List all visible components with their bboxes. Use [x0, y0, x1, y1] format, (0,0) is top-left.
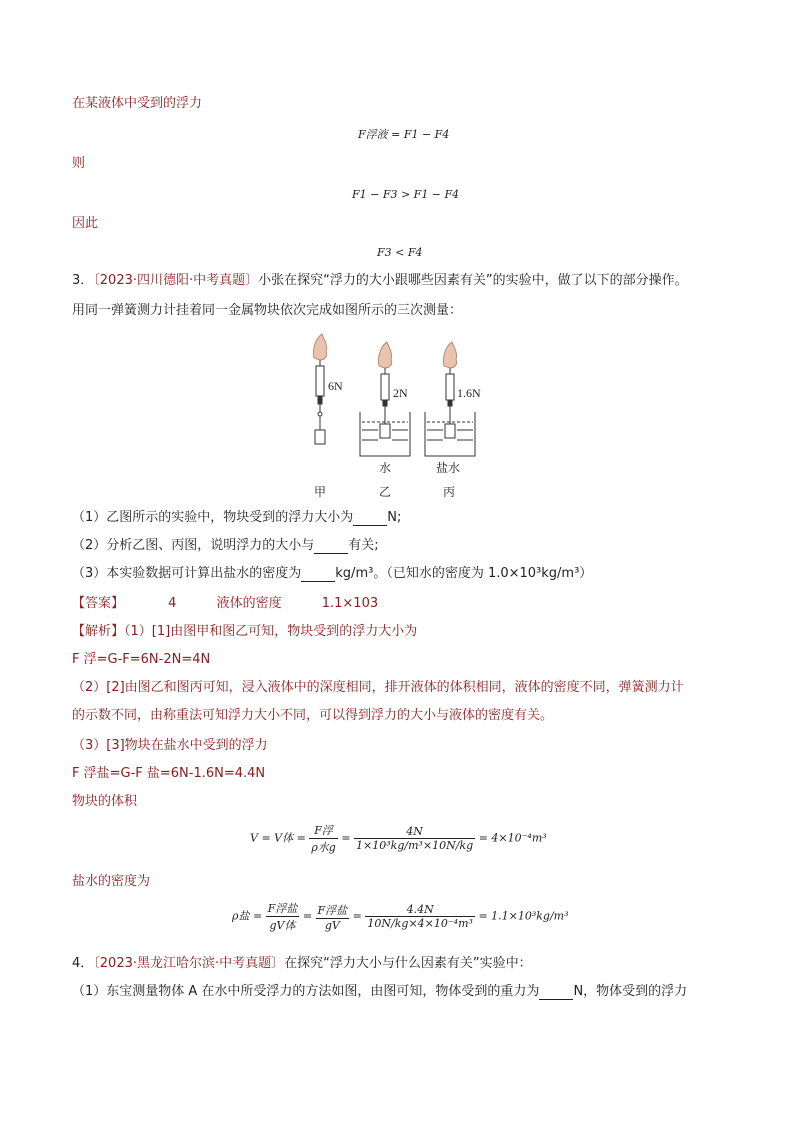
answer-value: 液体的密度: [216, 596, 282, 611]
reading-label: 1.6N: [457, 386, 481, 400]
sub-question-1: [72, 510, 401, 526]
question-source: 〔2023·四川德阳·中考真题〕: [93, 273, 259, 288]
question-text: kg/m³。（已知水的密度为 1.0×10³kg/m³）: [335, 566, 593, 581]
answer-label: 【答案】: [72, 596, 125, 611]
hand-icon: [313, 334, 456, 368]
question-3-stem: [72, 273, 688, 289]
fraction: [354, 825, 475, 852]
numerator: 4.4N: [365, 903, 475, 917]
question-text: N;: [387, 510, 402, 525]
sub-question-1: [72, 984, 687, 1000]
volume-equation: V = V体 = $\frac{\text{F浮}}{\text{ρ水g}}$ = $\frac{4N}{\text{1×10³kg/m³×10N/kg}}$ = 4×10⁻⁴m³: [250, 824, 547, 854]
analysis-text: （2）[2]由图乙和图丙可知，浸入液体中的深度相同，排开液体的体积相同，液体的密度不同，弹簧测力计: [72, 680, 684, 695]
question-text: （2）分析乙图、丙图，说明浮力的大小与: [72, 538, 315, 553]
fraction: [316, 902, 350, 932]
text-line: 因此: [72, 216, 99, 231]
question-text: （1）乙图所示的实验中，物块受到的浮力大小为: [72, 510, 354, 525]
fraction: [266, 900, 300, 933]
denominator: ρ水g: [311, 841, 336, 854]
question-4-stem: [72, 956, 532, 972]
question-number: 3．: [72, 273, 94, 288]
numerator: F浮盐: [267, 902, 298, 915]
equation: F1 − F3 > F1 − F4: [352, 188, 460, 201]
fraction: [309, 822, 338, 855]
answer-blank[interactable]: [353, 513, 387, 526]
fraction: [365, 903, 475, 930]
answer-line: [72, 596, 378, 612]
liquid-label: 水: [379, 461, 392, 475]
question-text: 在探究“浮力大小与什么因素有关”实验中：: [284, 956, 532, 971]
equation-part: = 4×10⁻⁴m³: [478, 831, 547, 845]
analysis-text: 盐水的密度为: [72, 874, 151, 889]
numerator: 4N: [354, 825, 475, 839]
experiment-figure: [290, 330, 500, 505]
denominator: gV体: [269, 919, 296, 932]
equation-part: ρ盐 =: [232, 909, 263, 923]
question-number: 4．: [72, 956, 94, 971]
answer-value: 1.1×103: [321, 596, 379, 611]
figure-caption: 丙: [443, 485, 456, 499]
numerator: F浮: [309, 822, 338, 839]
figure-caption: 甲: [314, 485, 327, 499]
question-text: 小张在探究“浮力的大小跟哪些因素有关”的实验中，做了以下的部分操作。: [258, 273, 688, 288]
question-text: （3）本实验数据可计算出盐水的密度为: [72, 566, 302, 581]
denominator: gV: [324, 918, 340, 932]
answer-blank[interactable]: [301, 569, 335, 582]
sub-question-3: [72, 566, 592, 582]
question-text: N，物体受到的浮力: [573, 984, 688, 999]
text-line: 在某液体中受到的浮力: [72, 96, 203, 111]
analysis-equation: F 浮=G-F=6N-2N=4N: [72, 652, 211, 667]
analysis-label: 【解析】: [72, 624, 125, 639]
analysis-line: [72, 624, 417, 640]
analysis-text: （1）[1]由图甲和图乙可知，物块受到的浮力大小为: [124, 624, 418, 639]
question-text: 用同一弹簧测力计挂着同一金属物块依次完成如图所示的三次测量：: [72, 303, 463, 318]
answer-blank[interactable]: [314, 541, 348, 554]
question-source: 〔2023·黑龙江哈尔滨·中考真题〕: [93, 956, 285, 971]
analysis-text: 物块的体积: [72, 794, 138, 809]
numerator: F浮盐: [317, 903, 348, 917]
denominator: 10N/kg×4×10⁻⁴m³: [367, 917, 473, 930]
text-line: 则: [72, 156, 86, 171]
analysis-text: （3）[3]物块在盐水中受到的浮力: [72, 738, 268, 753]
density-equation: ρ盐 = $\frac{\text{F浮盐}}{\text{gV体}}$ = $\frac{\text{F浮盐}}{gV}$ = $\frac{4.4N}{\text{10N/kg×4×10⁻⁴m³}}$ = 1.1×10³kg/m³: [232, 902, 569, 932]
answer-value: 4: [168, 596, 177, 611]
figure-caption: 乙: [379, 485, 392, 499]
equation-part: V = V体 =: [250, 831, 306, 845]
sub-question-2: [72, 538, 379, 554]
analysis-equation: F 浮盐=G-F 盐=6N-1.6N=4.4N: [72, 766, 266, 781]
question-text: 有关;: [348, 538, 379, 553]
answer-blank[interactable]: [539, 987, 573, 1000]
question-text: （1）东宝测量物体 A 在水中所受浮力的方法如图，由图可知，物体受到的重力为: [72, 984, 540, 999]
reading-label: 6N: [328, 379, 343, 393]
reading-label: 2N: [393, 386, 408, 400]
liquid-label: 盐水: [436, 461, 461, 475]
equation: F浮液 = F1 − F4: [358, 128, 450, 141]
denominator: 1×10³kg/m³×10N/kg: [356, 839, 474, 852]
equation-part: = 1.1×10³kg/m³: [478, 909, 569, 923]
analysis-text: 的示数不同，由称重法可知浮力大小不同，可以得到浮力的大小与液体的密度有关。: [72, 708, 554, 723]
equation: F3 < F4: [377, 246, 423, 259]
